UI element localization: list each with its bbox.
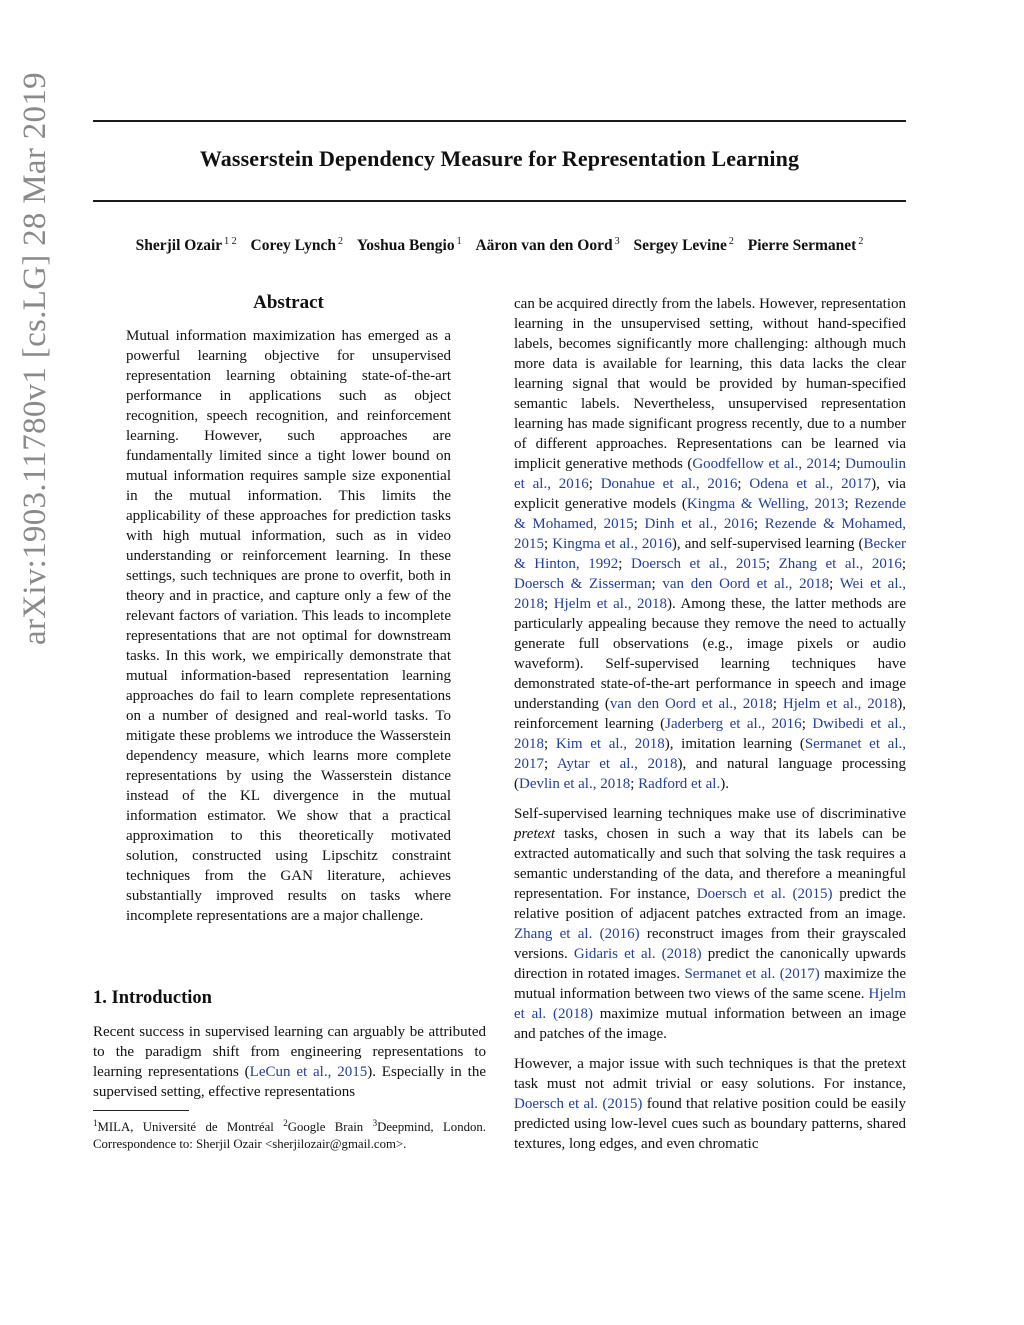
citation-link[interactable]: Donahue et al., 2016 — [600, 476, 738, 492]
citation-link[interactable]: Hjelm et al., 2018 — [782, 696, 898, 712]
body-paragraph: can be acquired directly from the labels. However, representation learning in the unsupervised setting, without hand-specified labels, becomes significantly more challenging: although much more data is available for learning, this data lacks the clear learning signal that would be provided by human-specified semantic labels. Nevertheless, unsupervised representation learning has made significant progress recently, due to a number of different approaches. Representations can be learned via implicit generative methods (Goodfellow et al., 2014; Dumoulin et al., 2016; Donahue et al., 2016; Odena et al., 2017), via explicit generative models (Kingma & Welling, 2013; Rezende & Mohamed, 2015; Dinh et al., 2016; Rezende & Mohamed, 2015; Kingma et al., 2016), and self-supervised learning (Becker & Hinton, 1992; Doersch et al., 2015; Zhang et al., 2016; Doersch & Zisserman; van den Oord et al., 2018; Wei et al., 2018; Hjelm et al., 2018). Among these, the latter methods are particularly appealing because they remove the need to actually generate full observations (e.g., image pixels or audio waveform). Self-supervised learning techniques have demonstrated state-of-the-art performance in speech and image understanding (van den Oord et al., 2018; Hjelm et al., 2018), reinforcement learning (Jaderberg et al., 2016; Dwibedi et al., 2018; Kim et al., 2018), imitation learning (Sermanet et al., 2017; Aytar et al., 2018), and natural language processing (Devlin et al., 2018; Radford et al.). — [514, 296, 907, 792]
citation-link[interactable]: Becker & Hinton, 1992 — [514, 536, 906, 572]
abstract-heading: Abstract — [253, 292, 324, 313]
citation-link[interactable]: Zhang et al. (2016) — [514, 926, 640, 942]
author-list — [93, 236, 906, 255]
citation-link[interactable]: Dwibedi et al., 2018 — [514, 716, 907, 752]
author: Sherjil Ozair $^{1 2}$ — [135, 236, 237, 254]
citation-link[interactable]: Doersch et al., 2015 — [631, 556, 766, 572]
citation-link[interactable]: Radford et al. — [638, 776, 721, 792]
affiliation-footnote: $^1$MILA, Université de Montréal $^2$Google Brain $^3$Deepmind, London. Correspondence to: Sherjil Ozair <sherjilozair@gmail.com>. — [93, 1118, 486, 1151]
citation-link[interactable]: Zhang et al., 2016 — [778, 556, 902, 572]
author: Pierre Sermanet $^2$ — [747, 236, 864, 254]
citation-link[interactable]: Sermanet et al. (2017) — [684, 966, 820, 982]
citation-link[interactable]: Goodfellow et al., 2014 — [692, 456, 837, 472]
citation-link[interactable]: Gidaris et al. (2018) — [573, 946, 702, 962]
citation-link[interactable]: Doersch & Zisserman — [514, 576, 652, 592]
section-heading-introduction: 1. Introduction — [93, 988, 212, 1008]
arxiv-identifier: arXiv:1903.11780v1 [cs.LG] 28 Mar 2019 — [17, 72, 53, 645]
citation-link[interactable]: LeCun et al., 2015 — [249, 1064, 368, 1080]
citation-link[interactable]: Dumoulin et al., 2016 — [514, 456, 907, 492]
citation-link[interactable]: Wei et al., 2018 — [514, 576, 907, 612]
author: Yoshua Bengio $^1$ — [356, 236, 462, 254]
citation-link[interactable]: Odena et al., 2017 — [749, 476, 872, 492]
introduction-paragraph: Recent success in supervised learning can arguably be attributed to the paradigm shift from engineering representations to learning representations (LeCun et al., 2015). Especially in the supervised setting, effective representations — [93, 1024, 486, 1100]
author: Aäron van den Oord $^3$ — [475, 236, 620, 254]
citation-link[interactable]: Kingma et al., 2016 — [552, 536, 672, 552]
citation-link[interactable]: Rezende & Mohamed, 2015 — [514, 496, 906, 532]
citation-link[interactable]: Hjelm et al. (2018) — [514, 986, 906, 1022]
citation-link[interactable]: Kingma & Welling, 2013 — [686, 496, 845, 512]
author: Corey Lynch $^2$ — [250, 236, 343, 254]
citation-link[interactable]: Jaderberg et al., 2016 — [665, 716, 802, 732]
title-rule-top — [93, 120, 906, 122]
body-paragraph: Self-supervised learning techniques make use of discriminative pretext tasks, chosen in such a way that its labels can be extracted automatically and such that solving the task requires a semantic understanding of the data, and therefore a meaningful representation. For instance, Doersch et al. (2015) predict the relative position of adjacent patches extracted from an image. Zhang et al. (2016) reconstruct images from their grayscaled versions. Gidaris et al. (2018) predict the canonically upwards direction in rotated images. Sermanet et al. (2017) maximize the mutual information between two views of the same scene. Hjelm et al. (2018) maximize mutual information between an image and patches of the image. — [514, 806, 907, 1042]
citation-link[interactable]: Doersch et al. (2015) — [696, 886, 833, 902]
citation-link[interactable]: Devlin et al., 2018 — [519, 776, 631, 792]
citation-link[interactable]: Aytar et al., 2018 — [556, 756, 678, 772]
footnote-rule — [93, 1110, 189, 1111]
citation-link[interactable]: van den Oord et al., 2018 — [662, 576, 830, 592]
citation-link[interactable]: van den Oord et al., 2018 — [609, 696, 773, 712]
paper-title: Wasserstein Dependency Measure for Representation Learning — [199, 146, 800, 171]
right-column — [514, 294, 906, 1164]
body-paragraph: However, a major issue with such techniques is that the pretext task must not admit trivial or easy solutions. For instance, Doersch et al. (2015) found that relative position could be easily predicted using low-level cues such as boundary patterns, shared textures, long edges, and even chromatic — [514, 1056, 906, 1152]
author: Sergey Levine $^2$ — [633, 236, 734, 254]
citation-link[interactable]: Sermanet et al., 2017 — [514, 736, 907, 772]
citation-link[interactable]: Dinh et al., 2016 — [644, 516, 754, 532]
citation-link[interactable]: Hjelm et al., 2018 — [553, 596, 667, 612]
citation-link[interactable]: Doersch et al. (2015) — [514, 1096, 643, 1112]
title-rule-bottom — [93, 200, 906, 202]
citation-link[interactable]: Kim et al., 2018 — [555, 736, 665, 752]
abstract-text: Mutual information maximization has emerged as a powerful learning objective for unsupervised representation learning obtaining state-of-the-art performance in applications such as object recognition, speech recognition, and reinforcement learning. However, such approaches are fundamentally limited since a tight lower bound on mutual information requires sample size exponential in the mutual information. This limits the applicability of these approaches for prediction tasks with high mutual information, such as in video understanding or reinforcement learning. In these settings, such techniques are prone to overfit, both in theory and in practice, and capture only a few of the relevant factors of variation. This leads to incomplete representations that are not optimal for downstream tasks. In this work, we empirically demonstrate that mutual information-based representation learning approaches do fail to learn complete representations on a number of designed and real-world tasks. To mitigate these problems we introduce the Wasserstein dependency measure, which learns more complete representations by using the Wasserstein distance instead of the KL divergence in the mutual information estimator. We show that a practical approximation to this theoretically motivated solution, constructed using Lipschitz constraint techniques from the GAN literature, achieves substantially improved results on tasks where incomplete representations are a major challenge. — [126, 328, 451, 924]
citation-link[interactable]: Rezende & Mohamed, 2015 — [514, 516, 907, 552]
